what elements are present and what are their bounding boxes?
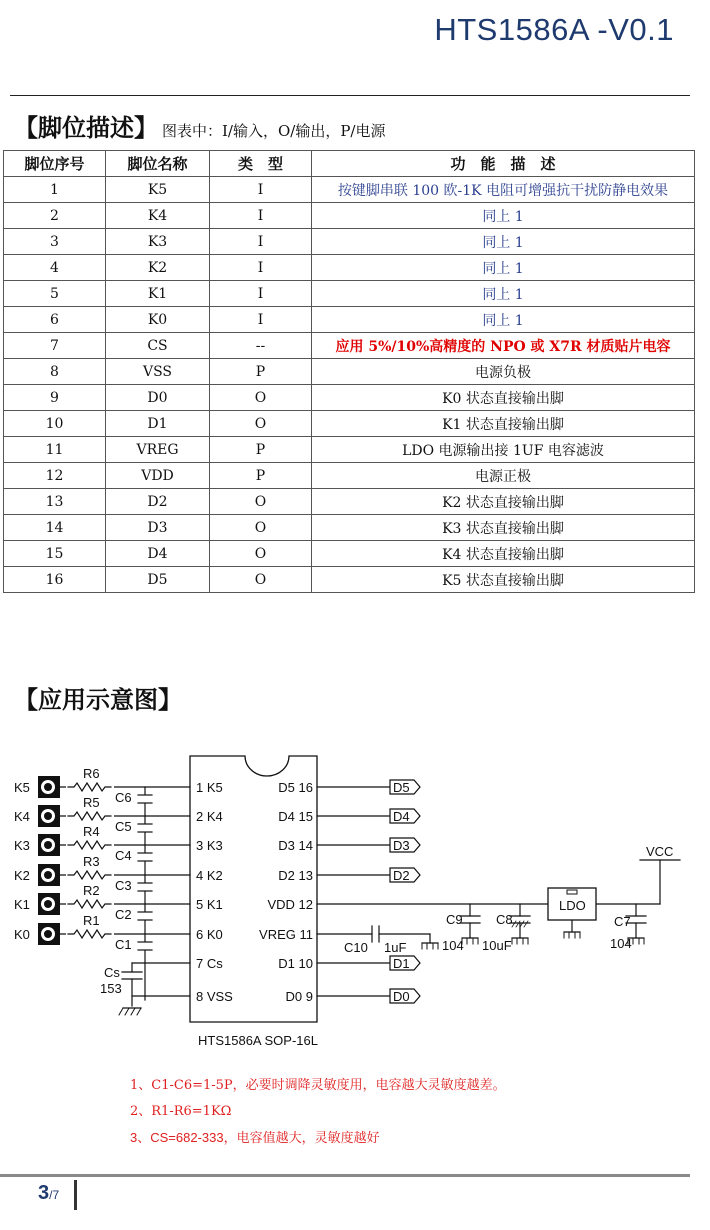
col-header-desc: 功 能 描 述 [312, 151, 695, 177]
pin-name: VREG [106, 437, 210, 463]
table-row [4, 385, 695, 411]
ic-pin-label: 8 VSS [196, 989, 233, 1004]
key-label: K3 [14, 838, 30, 853]
notes [130, 1076, 506, 1154]
pin-no: 2 [4, 203, 106, 229]
resistor-label: R1 [83, 913, 100, 928]
ic-pin-label: D2 13 [278, 868, 313, 883]
pin-type: P [210, 437, 312, 463]
c10-value: 1uF [384, 940, 407, 955]
cap-label: C6 [115, 790, 132, 805]
table-row [4, 515, 695, 541]
c9-label: C9 [446, 912, 463, 927]
ic-pin-label: VDD 12 [267, 897, 313, 912]
power-wiring [317, 860, 680, 943]
pin-desc: 同上 1 [312, 255, 695, 281]
ic-pin-label: 5 K1 [196, 897, 223, 912]
col-header-type: 类 型 [210, 151, 312, 177]
output-label: D3 [393, 838, 410, 853]
table-row [4, 203, 695, 229]
pin-type: O [210, 385, 312, 411]
pin-name: D4 [106, 541, 210, 567]
pin-type: O [210, 411, 312, 437]
pin-type: -- [210, 333, 312, 359]
footer-divider [0, 1174, 690, 1177]
pin-no: 11 [4, 437, 106, 463]
cs-capacitor [122, 963, 190, 1006]
pin-desc: K4 状态直接输出脚 [312, 541, 695, 567]
c8-value: 10uF [482, 938, 512, 953]
document-title: HTS1586A -V0.1 [434, 12, 674, 47]
ic-pin-label: VREG 11 [259, 927, 313, 942]
pin-name: K5 [106, 177, 210, 203]
pin-desc: 按键脚串联 100 欧-1K 电阻可增强抗干扰防静电效果 [312, 177, 695, 203]
key-label: K0 [14, 927, 30, 942]
cap-label: C1 [115, 937, 132, 952]
table-row [4, 411, 695, 437]
pin-desc: 同上 1 [312, 281, 695, 307]
ic-part-label: HTS1586A SOP-16L [198, 1033, 318, 1048]
pin-type: I [210, 203, 312, 229]
ic-pin-label: 3 K3 [196, 838, 223, 853]
pin-name: VDD [106, 463, 210, 489]
page-total: /7 [49, 1188, 60, 1202]
table-row [4, 463, 695, 489]
pin-name: D0 [106, 385, 210, 411]
pin-no: 5 [4, 281, 106, 307]
pin-type: I [210, 255, 312, 281]
key-label: K4 [14, 809, 30, 824]
table-row [4, 281, 695, 307]
pin-heading-text: 【脚位描述】 [14, 114, 158, 142]
cap-label: C3 [115, 878, 132, 893]
resistor-label: R2 [83, 883, 100, 898]
table-row [4, 333, 695, 359]
pin-desc: K0 状态直接输出脚 [312, 385, 695, 411]
ic-pin-label: 1 K5 [196, 780, 223, 795]
pin-no: 3 [4, 229, 106, 255]
pin-type: O [210, 567, 312, 593]
key-label: K1 [14, 897, 30, 912]
ic-pin-label: D5 16 [278, 780, 313, 795]
c10-label: C10 [344, 940, 368, 955]
table-row [4, 229, 695, 255]
pin-no: 15 [4, 541, 106, 567]
pin-name: D2 [106, 489, 210, 515]
ic-pin-label: 6 K0 [196, 927, 223, 942]
header-divider [10, 95, 690, 96]
pin-type: O [210, 515, 312, 541]
pin-type: O [210, 489, 312, 515]
c8-label: C8 [496, 912, 513, 927]
pin-desc: 同上 1 [312, 307, 695, 333]
ic-pin-label: 7 Cs [196, 956, 223, 971]
pin-name: K3 [106, 229, 210, 255]
pin-name: K1 [106, 281, 210, 307]
pin-desc: 电源正极 [312, 463, 695, 489]
note-line: 2、R1-R6=1KΩ [130, 1104, 232, 1119]
key-label: K5 [14, 780, 30, 795]
output-label: D0 [393, 989, 410, 1004]
resistor-label: R6 [83, 766, 100, 781]
cs-value: 153 [100, 981, 122, 996]
ic-pin-label: D1 10 [278, 956, 313, 971]
pin-type: O [210, 541, 312, 567]
resistor-label: R3 [83, 854, 100, 869]
page-number [38, 1182, 59, 1205]
pin-desc: 电源负极 [312, 359, 695, 385]
table-row [4, 437, 695, 463]
pin-desc: 同上 1 [312, 203, 695, 229]
output-wires [317, 787, 390, 996]
pin-desc: K2 状态直接输出脚 [312, 489, 695, 515]
pin-no: 8 [4, 359, 106, 385]
pin-no: 4 [4, 255, 106, 281]
pin-desc: 同上 1 [312, 229, 695, 255]
table-row [4, 359, 695, 385]
vcc-label: VCC [646, 844, 674, 859]
pin-no: 10 [4, 411, 106, 437]
pin-name: K2 [106, 255, 210, 281]
pin-desc: 应用 5%/10%高精度的 NPO 或 X7R 材质贴片电容 [312, 333, 695, 359]
table-row [4, 177, 695, 203]
pin-name: D5 [106, 567, 210, 593]
pin-no: 12 [4, 463, 106, 489]
output-label: D2 [393, 868, 410, 883]
resistor-label: R4 [83, 824, 100, 839]
key-label: K2 [14, 868, 30, 883]
pin-type: I [210, 307, 312, 333]
pin-type: I [210, 281, 312, 307]
table-row [4, 489, 695, 515]
pin-name: K0 [106, 307, 210, 333]
pin-desc: K1 状态直接输出脚 [312, 411, 695, 437]
pin-type: I [210, 177, 312, 203]
pin-table-header [4, 151, 695, 177]
pin-heading-note: 图表中：I/输入，O/输出，P/电源 [162, 122, 386, 140]
application-schematic [0, 740, 710, 1070]
resistor-label: R5 [83, 795, 100, 810]
page-current: 3 [38, 1182, 50, 1204]
pin-desc: LDO 电源输出接 1UF 电容滤波 [312, 437, 695, 463]
c9-value: 104 [442, 938, 464, 953]
output-label: D4 [393, 809, 410, 824]
ic-pin-label: 4 K2 [196, 868, 223, 883]
pin-type: P [210, 359, 312, 385]
pin-no: 9 [4, 385, 106, 411]
pin-type: I [210, 229, 312, 255]
note-line: 1、C1-C6=1-5P，必要时调降灵敏度用，电容越大灵敏度越差。 [130, 1078, 506, 1093]
touch-pads [38, 776, 60, 945]
pin-name: CS [106, 333, 210, 359]
ic-body [190, 756, 317, 1022]
table-row [4, 255, 695, 281]
cap-label: C5 [115, 819, 132, 834]
pin-table [3, 150, 695, 593]
output-label: D5 [393, 780, 410, 795]
note-line: 3、CS=682-333，电容值越大，灵敏度越好 [130, 1130, 380, 1145]
pin-name: D3 [106, 515, 210, 541]
footer-bar [74, 1180, 77, 1210]
c7-label: C7 [614, 914, 631, 929]
output-label: D1 [393, 956, 410, 971]
pin-no: 7 [4, 333, 106, 359]
ldo-label: LDO [559, 898, 586, 913]
pin-type: P [210, 463, 312, 489]
application-diagram-heading: 【应用示意图】 [14, 686, 182, 714]
ic-pin-label: D0 9 [285, 989, 313, 1004]
col-header-no: 脚位序号 [4, 151, 106, 177]
pin-name: D1 [106, 411, 210, 437]
pin-no: 13 [4, 489, 106, 515]
pin-name: VSS [106, 359, 210, 385]
ic-pin-label: D3 14 [278, 838, 313, 853]
table-row [4, 307, 695, 333]
pin-description-heading [14, 108, 385, 143]
table-row [4, 567, 695, 593]
pin-no: 14 [4, 515, 106, 541]
pin-no: 1 [4, 177, 106, 203]
pin-desc: K3 状态直接输出脚 [312, 515, 695, 541]
cap-label: C2 [115, 907, 132, 922]
pin-desc: K5 状态直接输出脚 [312, 567, 695, 593]
pin-no: 16 [4, 567, 106, 593]
ic-pin-label: 2 K4 [196, 809, 223, 824]
col-header-name: 脚位名称 [106, 151, 210, 177]
cap-label: C4 [115, 848, 132, 863]
c7-value: 104 [610, 936, 632, 951]
cs-label: Cs [104, 965, 120, 980]
pin-no: 6 [4, 307, 106, 333]
ic-pin-label: D4 15 [278, 809, 313, 824]
pin-name: K4 [106, 203, 210, 229]
table-row [4, 541, 695, 567]
